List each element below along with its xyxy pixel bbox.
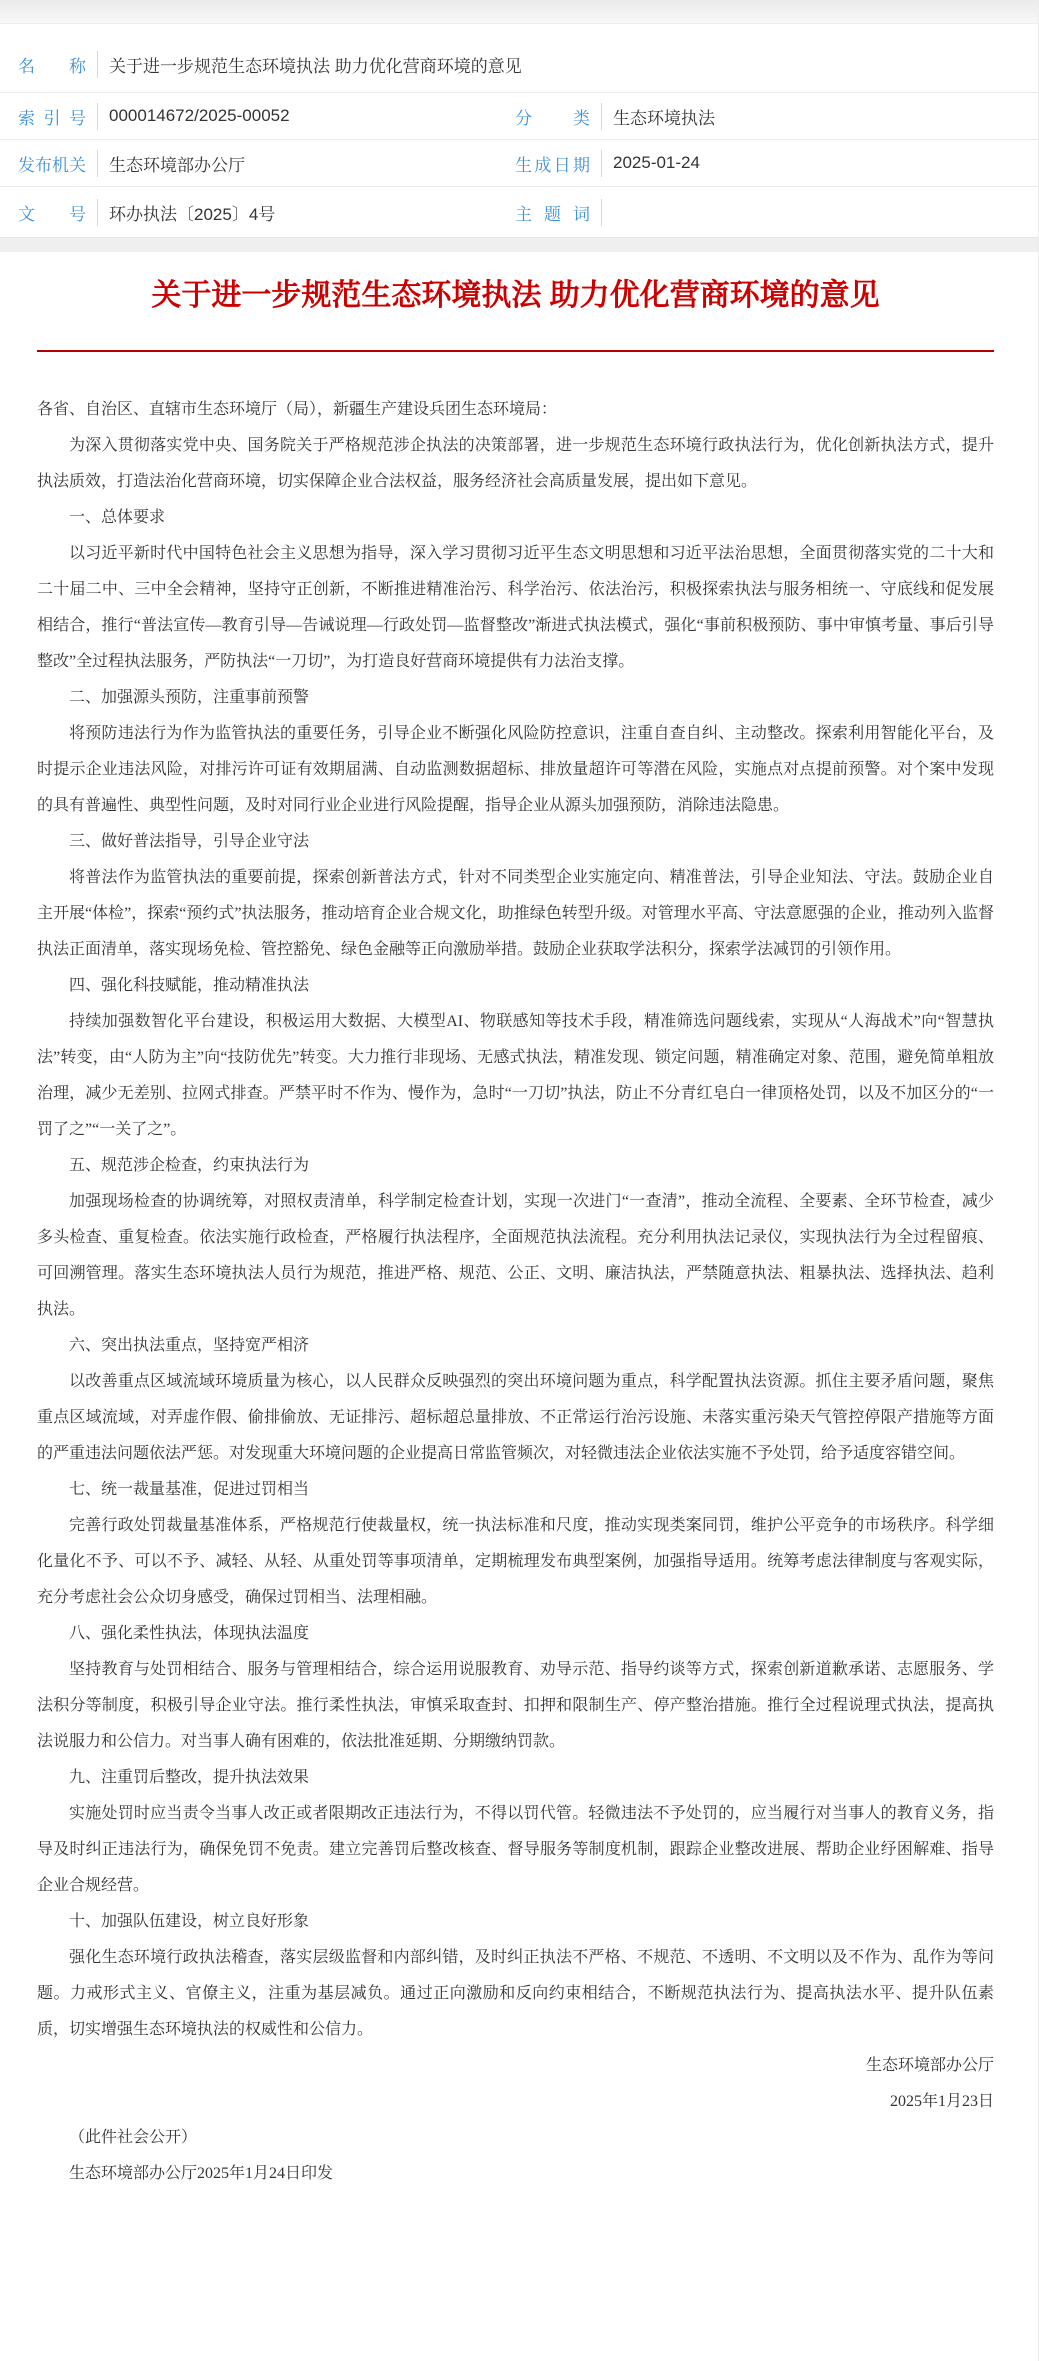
meta-label-docnumber: 文号 — [18, 204, 86, 224]
signature-date: 2025年1月23日 — [889, 2093, 994, 2110]
section-paragraph-8: 坚持教育与处罚相结合、服务与管理相结合，综合运用说服教育、劝导示范、指导约谈等方式，探索创新道歉承诺、志愿服务、学法积分等制度，积极引导企业守法。推行柔性执法，审慎采取查封、扣押和限制生产、停产整治措施。推行全过程说理式执法，提高执法说服力和公信力。对当事人确有困难的，依法批准延期、分期缴纳罚款。 — [37, 1661, 994, 1750]
vertical-divider — [97, 103, 98, 130]
meta-row-index — [0, 93, 1038, 140]
title-red-rule — [37, 350, 994, 352]
meta-value-index-number: 000014672/2025-00052 — [109, 106, 290, 125]
section-paragraph-1: 以习近平新时代中国特色社会主义思想为指导，深入学习贯彻习近平生态文明思想和习近平法治思想，全面贯彻落实党的二十大和二十届二中、三中全会精神，坚持守正创新，不断推进精准治污、科学治污、依法治污，积极探索执法与服务相统一、守底线和促发展相结合，推行“普法宣传—教育引导—告诫说理—行政处罚—监督整改”渐进式执法模式，强化“事前积极预防、事中审慎考量、事后引导整改”全过程执法服务，严防执法“一刀切”，为打造良好营商环境提供有力法治支撑。 — [37, 545, 994, 670]
section-paragraph-5: 加强现场检查的协调统筹，对照权责清单，科学制定检查计划，实现一次进门“一查清”，推动全流程、全要素、全环节检查，减少多头检查、重复检查。依法实施行政检查，严格履行执法程序，全面规范执法流程。充分利用执法记录仪，实现执法行为全过程留痕、可回溯管理。落实生态环境执法人员行为规范，推进严格、规范、公正、文明、廉洁执法，严禁随意执法、粗暴执法、选择执法、趋利执法。 — [37, 1193, 994, 1318]
section-paragraph-4: 持续加强数智化平台建设，积极运用大数据、大模型AI、物联感知等技术手段，精准筛选问题线索，实现从“人海战术”向“智慧执法”转变，由“人防为主”向“技防优先”转变。大力推行非现场、无感式执法，精准发现、锁定问题，精准确定对象、范围，避免简单粗放治理，减少无差别、拉网式排查。严禁平时不作为、慢作为，急时“一刀切”执法，防止不分青红皂白一律顶格处罚，以及不加区分的“一罚了之”“一关了之”。 — [37, 1013, 994, 1138]
document-body — [37, 392, 994, 2192]
salutation: 各省、自治区、直辖市生态环境厅（局），新疆生产建设兵团生态环境局： — [37, 401, 558, 418]
vertical-divider — [601, 199, 602, 226]
print-issue-note: 生态环境部办公厅2025年1月24日印发 — [69, 2165, 334, 2182]
vertical-divider — [97, 199, 98, 226]
document-meta-table — [0, 24, 1038, 237]
meta-value-name: 关于进一步规范生态环境执法 助力优化营商环境的意见 — [109, 56, 522, 76]
meta-value-docnumber: 环办执法〔2025〕4号 — [109, 204, 276, 224]
section-paragraph-2: 将预防违法行为作为监管执法的重要任务，引导企业不断强化风险防控意识，注重自查自纠、主动整改。探索利用智能化平台，及时提示企业违法风险，对排污许可证有效期届满、自动监测数据超标、排放量超许可等潜在风险，实施点对点提前预警。对个案中发现的具有普遍性、典型性问题，及时对同行业企业进行风险提醒，指导企业从源头加强预防，消除违法隐患。 — [37, 725, 994, 814]
signature-agency: 生态环境部办公厅 — [865, 2057, 994, 2074]
section-paragraph-3: 将普法作为监管执法的重要前提，探索创新普法方式，针对不同类型企业实施定向、精准普法，引导企业知法、守法。鼓励企业自主开展“体检”，探索“预约式”执法服务，推动培育企业合规文化，助推绿色转型升级。对管理水平高、守法意愿强的企业，推动列入监督执法正面清单，落实现场免检、管控豁免、绿色金融等正向激励举措。鼓励企业获取学法积分，探索学法减罚的引领作用。 — [37, 869, 994, 958]
meta-value-category: 生态环境执法 — [613, 108, 715, 128]
vertical-divider — [97, 51, 98, 78]
meta-cell-agency — [18, 150, 515, 177]
section-paragraph-10: 强化生态环境行政执法稽查，落实层级监督和内部纠错，及时纠正执法不严格、不规范、不透明、不文明以及不作为、乱作为等问题。力戒形式主义、官僚主义，注重为基层减负。通过正向激励和反向约束相结合，不断规范执法行为、提高执法水平、提升队伍素质，切实增强生态环境执法的权威性和公信力。 — [37, 1949, 994, 2038]
meta-label-keywords: 主题词 — [515, 204, 590, 224]
section-separator-band — [0, 237, 1038, 252]
page-top-strip — [0, 0, 1038, 24]
vertical-divider — [601, 150, 602, 177]
section-heading-6: 六、突出执法重点，坚持宽严相济 — [69, 1337, 310, 1354]
meta-cell-category — [515, 103, 1020, 130]
section-paragraph-7: 完善行政处罚裁量基准体系，严格规范行使裁量权，统一执法标准和尺度，推动实现类案同罚，维护公平竞争的市场秩序。科学细化量化不予、可以不予、减轻、从轻、从重处罚等事项清单，定期梳理发布典型案例，加强指导适用。统筹考虑法律制度与客观实际，充分考虑社会公众切身感受，确保过罚相当、法理相融。 — [37, 1517, 994, 1606]
meta-cell-docnumber — [18, 199, 515, 226]
section-paragraph-6: 以改善重点区域流域环境质量为核心，以人民群众反映强烈的突出环境问题为重点，科学配置执法资源。抓住主要矛盾问题，聚焦重点区域流域，对弄虚作假、偷排偷放、无证排污、超标超总量排放、不正常运行治污设施、未落实重污染天气管控停限产措施等方面的严重违法问题依法严惩。对发现重大环境问题的企业提高日常监管频次，对轻微违法企业依法实施不予处罚，给予适度容错空间。 — [37, 1373, 994, 1462]
section-heading-4: 四、强化科技赋能，推动精准执法 — [69, 977, 310, 994]
document-article — [0, 252, 1038, 2215]
meta-label-category: 分类 — [515, 108, 590, 128]
meta-row-agency — [0, 140, 1038, 187]
section-heading-5: 五、规范涉企检查，约束执法行为 — [69, 1157, 310, 1174]
meta-cell-index-number — [18, 103, 515, 130]
meta-cell-keywords — [515, 199, 1020, 226]
vertical-divider — [97, 150, 98, 177]
vertical-divider — [601, 103, 602, 130]
public-release-note: （此件社会公开） — [69, 2129, 198, 2146]
document-title: 关于进一步规范生态环境执法 助力优化营商环境的意见 — [151, 279, 880, 312]
meta-label-agency: 发布机关 — [18, 155, 86, 175]
section-heading-3: 三、做好普法指导，引导企业守法 — [69, 833, 310, 850]
intro-paragraph: 为深入贯彻落实党中央、国务院关于严格规范涉企执法的决策部署，进一步规范生态环境行政执法行为，优化创新执法方式，提升执法质效，打造法治化营商环境，切实保障企业合法权益，服务经济社会高质量发展，提出如下意见。 — [37, 437, 994, 490]
meta-row-name — [0, 36, 1038, 93]
meta-cell-date — [515, 150, 1020, 177]
meta-row-docnumber — [0, 187, 1038, 237]
section-heading-2: 二、加强源头预防，注重事前预警 — [69, 689, 310, 706]
meta-label-date: 生成日期 — [515, 155, 590, 175]
section-paragraph-9: 实施处罚时应当责令当事人改正或者限期改正违法行为，不得以罚代管。轻微违法不予处罚的，应当履行对当事人的教育义务，指导及时纠正违法行为，确保免罚不免责。建立完善罚后整改核查、督导服务等制度机制，跟踪企业整改进展、帮助企业纾困解难、指导企业合规经营。 — [37, 1805, 994, 1894]
meta-value-agency: 生态环境部办公厅 — [109, 155, 245, 175]
section-heading-8: 八、强化柔性执法，体现执法温度 — [69, 1625, 310, 1642]
section-heading-7: 七、统一裁量基准，促进过罚相当 — [69, 1481, 310, 1498]
section-heading-10: 十、加强队伍建设，树立良好形象 — [69, 1913, 310, 1930]
section-heading-9: 九、注重罚后整改，提升执法效果 — [69, 1769, 310, 1786]
meta-value-date: 2025-01-24 — [613, 153, 700, 172]
section-heading-1: 一、总体要求 — [69, 509, 166, 526]
meta-label-name: 名称 — [18, 56, 86, 76]
meta-cell-name — [18, 51, 522, 78]
meta-label-index-number: 索引号 — [18, 108, 86, 128]
